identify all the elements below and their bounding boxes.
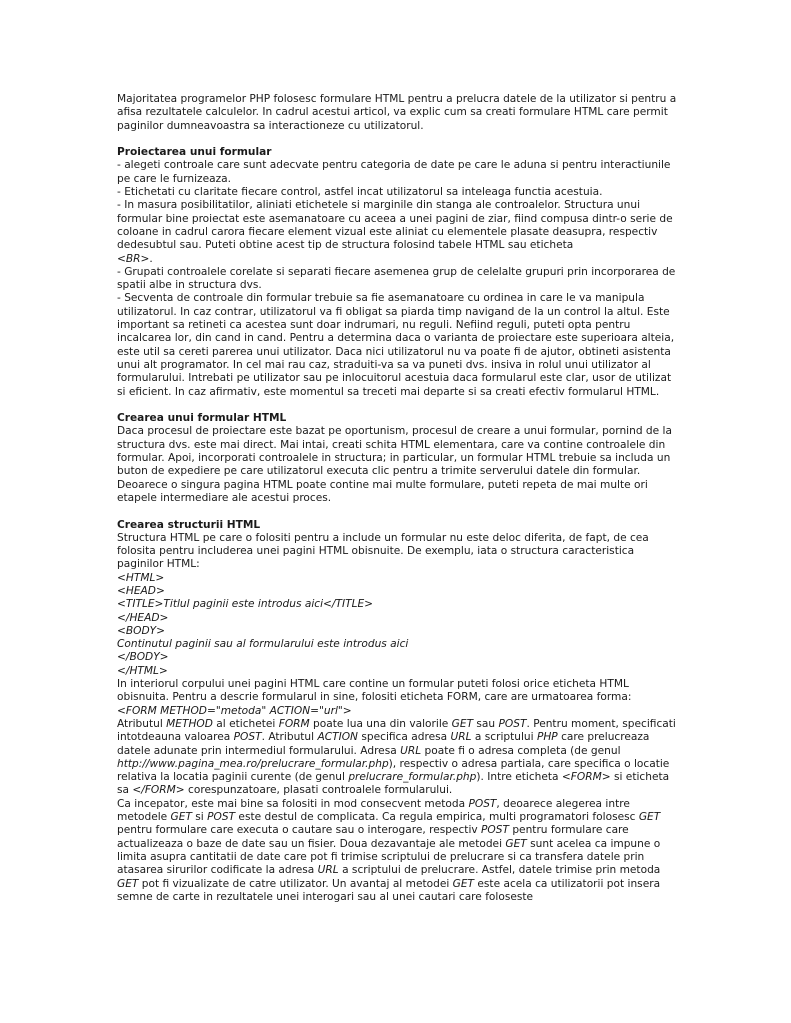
bullet-item: - Etichetati cu claritate fiecare control, astfel incat utilizatorul sa inteleaga functia acestuia. [117,186,603,199]
section-heading: Crearea structurii HTML [117,518,261,531]
bullet-item: - alegeti controale care sunt adecvate pentru categoria de date pe care le aduna si pentru interactiunile pe care le furnizeaza. [117,159,671,185]
document-page [117,93,677,904]
inline-code: </FORM> [132,784,185,797]
inline-code: <FORM> [561,771,611,784]
inline-code: POST [233,731,262,744]
text-run: sunt acelea ca impune o limita asupra cantitatii de date care pot fi trimise scriptului de prelucrare si ca transfera datele prin atasarea sirurilor codificate la adresa [117,837,661,877]
code-line: <HEAD> [117,584,165,597]
inline-code: http://www.pagina_mea.ro/prelucrare_formular.php [117,757,389,770]
inline-code: POST [468,797,497,810]
inline-code: URL [400,744,422,757]
bullet-text: - In masura posibilitatilor, aliniati etichetele si marginile din stanga ale controalelor. Structura unui formular bine proiectat este asemanatoare cu aceea a unei pagini de ziar, fiind compusa dintr-o serie de coloane in cadrul carora fiecare element vizual este aliniat cu elementele plasate deasupra, respectiv dedesubtul sau. Puteti obtine acest tip de structura folosind tabele HTML sau eticheta [117,199,673,252]
code-line: <TITLE>Titlul paginii este introdus aici</TITLE> [117,598,374,611]
text-run: . Pentru moment, specificati intotdeauna valoarea [117,717,676,744]
text-run: pot fi vizualizate de catre utilizator. Un avantaj al metodei [138,877,453,890]
text-run: si [191,811,208,824]
section-paragraph [117,798,677,904]
text-run: specifica adresa [357,731,451,744]
text-run: . Atributul [261,731,318,744]
text-run: care prelucreaza datele adunate prin intermediul formularului. Adresa [117,731,650,757]
inline-code: GET [170,811,192,824]
text-run: Atributul [117,717,167,730]
code-line: </BODY> [117,651,169,664]
inline-code: URL [450,731,472,744]
code-line: <BODY> [117,624,165,637]
text-run: si eticheta sa [117,771,670,797]
text-run: a scriptului de prelucrare. Astfel, datele trimise prin metoda [338,864,661,877]
section-form-design [117,146,677,399]
inline-code: POST [207,811,236,824]
inline-code: POST [498,717,527,730]
form-tag-code: <FORM METHOD="metoda" ACTION="url"> [117,704,352,717]
code-line: </HEAD> [117,611,169,624]
inline-code: METHOD [166,717,213,730]
text-run: , deoarece alegerea intre metodele [117,797,630,824]
inline-code: FORM [278,717,310,730]
inline-code: GET [117,877,139,890]
br-tag-code: <BR> [117,252,150,265]
bullet-item: - Secventa de controale din formular trebuie sa fie asemanatoare cu ordinea in care le va manipula utilizatorul. In caz contrar, utilizatorul va fi obligat sa piarda timp navigand de la un control la altul. Este important sa retineti ca acestea sunt doar indrumari, nu reguli. Nefiind reguli, puteti opta pentru incalcarea lor, din cand in cand. Pentru a determina daca o varianta de proiectare este superioara alteia, este util sa cereti parerea unui utilizator. Daca nici utilizatorul nu va poate fi de ajutor, obtineti asistenta unui alt programator. In cel mai rau caz, straduiti-va sa va puneti dvs. insiva in rolul unui utilizator al formularului. Intrebati pe utilizator sau pe inlocuitorul acestuia daca formularul este clar, usor de utilizat si eficient. In caz afirmativ, este momentul sa treceti mai departe si sa creati efectiv formularul HTML. [117,292,675,398]
bullet-item [117,199,677,265]
section-paragraph: Daca procesul de proiectare este bazat pe oportunism, procesul de creare a unui formular, pornind de la structura dvs. este mai direct. Mai intai, creati schita HTML elementara, care va contine controalele din formular. Apoi, incorporati controalele in structura; in particular, un formular HTML trebuie sa includa un buton de expediere pe care utilizatorul executa clic pentru a trimite serverului datele din formular. Deoarece o singura pagina HTML poate contine mai multe formulare, puteti repeta de mai multe ori etapele intermediare ale acestui proces. [117,425,672,504]
text-run: pentru formulare care executa o cautare sau o interogare, respectiv [117,824,482,837]
inline-code: URL [317,864,339,877]
inline-code: ACTION [317,731,358,744]
text-run: poate lua una din valorile [309,717,452,730]
text-run: ), respectiv o adresa partiala, care specifica o locatie relativa la locatia paginii curente (de genul [117,757,670,784]
code-line: Continutul paginii sau al formularului este introdus aici [117,638,409,651]
text-run: poate fi o adresa completa (de genul [421,744,621,757]
text-run: corespunzatoare, plasati controalele formularului. [184,784,453,797]
intro-paragraph: Majoritatea programelor PHP folosesc formulare HTML pentru a prelucra datele de la utilizator si pentru a afisa rezultatele calculelor. In cadrul acestui articol, va explic cum sa creati formulare HTML care permit paginilor dumneavoastra sa interactioneze cu utilizatorul. [117,93,677,132]
inline-code: GET [505,837,527,850]
code-line: <HTML> [117,571,165,584]
section-create-form [117,412,677,505]
section-heading: Crearea unui formular HTML [117,412,287,425]
section-paragraph: In interiorul corpului unei pagini HTML care contine un formular puteti folosi orice eticheta HTML obisnuita. Pentru a descrie formularul in sine, folositi eticheta FORM, care are urmatoarea forma: [117,678,632,704]
text-run: ). Intre eticheta [476,771,562,784]
section-html-structure [117,519,677,905]
inline-code: GET [452,877,475,890]
text-run: al etichetei [212,717,279,730]
section-paragraph [117,718,677,798]
inline-code: GET [638,811,661,824]
text-run: a scriptului [471,731,537,744]
section-paragraph: Structura HTML pe care o folositi pentru a include un formular nu este deloc diferita, de fapt, de cea folosita pentru includerea unei pagini HTML obisnuite. De exemplu, iata o structura caracteristica paginilor HTML: [117,531,649,571]
text-run: Ca incepator, este mai bine sa folositi in mod consecvent metoda [117,797,469,810]
inline-code: POST [481,824,509,837]
text-run: este destul de complicata. Ca regula empirica, multi programatori folosesc [235,811,639,824]
inline-code: PHP [536,731,558,744]
punctuation: . [149,252,153,265]
text-run: pentru formulare care actualizeaza o baze de date sau un fisier. Doua dezavantaje ale metodei [117,824,629,850]
bullet-item: - Grupati controalele corelate si separati fiecare asemenea grup de celelalte grupuri prin incorporarea de spatii albe in structura dvs. [117,265,676,292]
code-line: </HTML> [117,664,168,677]
inline-code: GET [451,717,474,730]
section-heading: Proiectarea unui formular [117,146,272,159]
text-run: este acela ca utilizatorii pot insera semne de carte in rezultatele unei interogari sau al unei cautari care foloseste [117,877,661,903]
inline-code: prelucrare_formular.php [348,771,477,784]
text-run: sau [473,717,499,730]
